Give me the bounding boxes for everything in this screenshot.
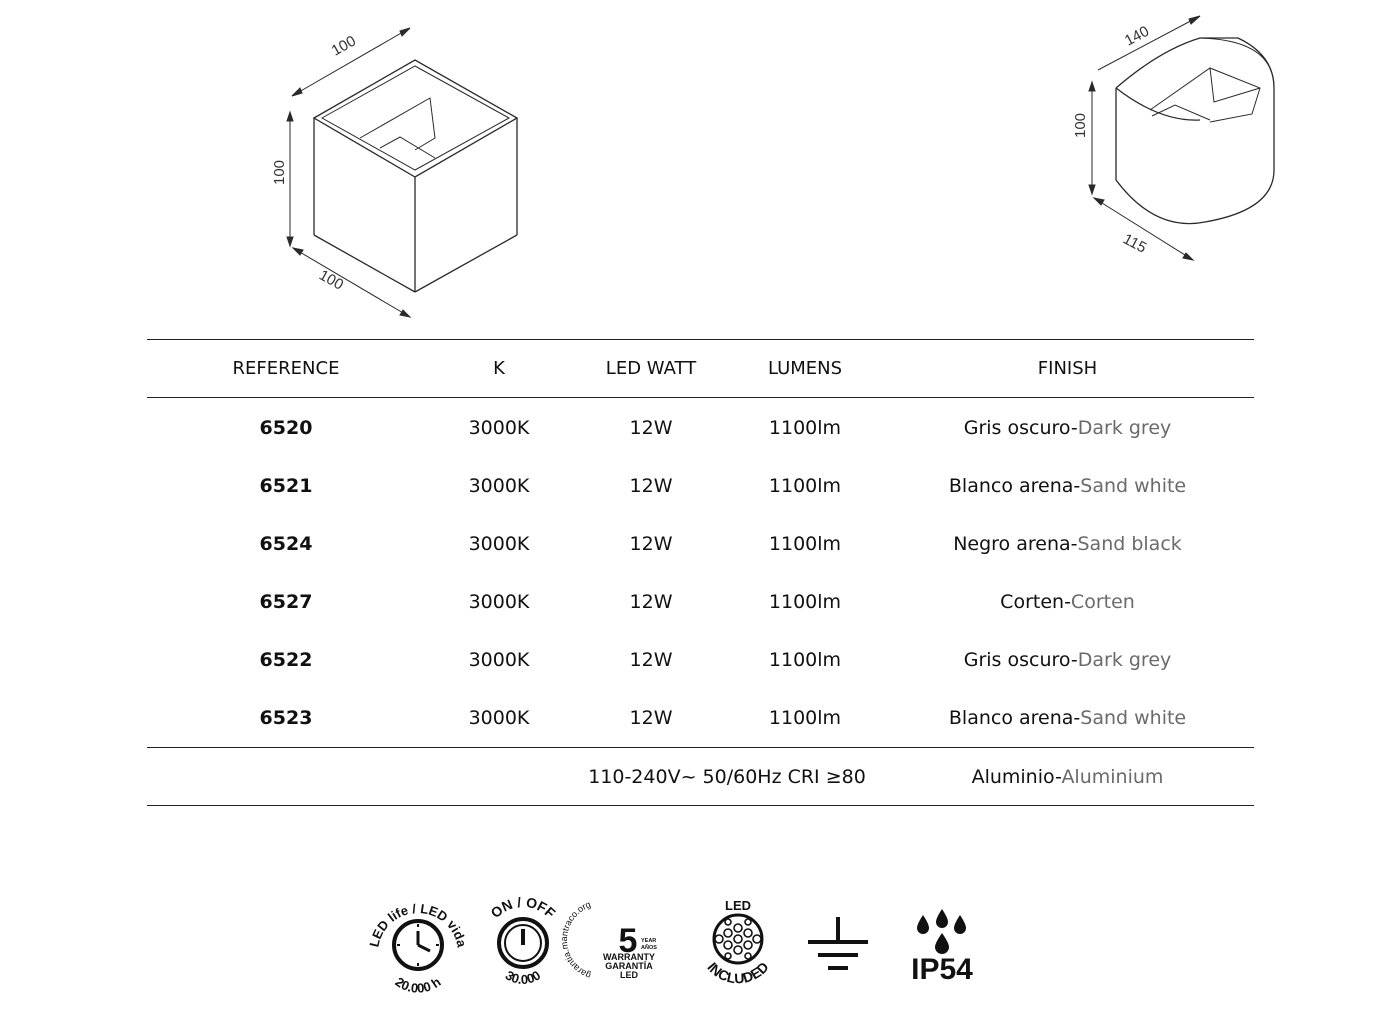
feature-icons <box>0 895 1386 995</box>
ip-rating: IP54 <box>911 953 973 986</box>
row-lumens: 1100lm <box>768 475 842 497</box>
cube-width-label: 100 <box>328 32 359 60</box>
table-row <box>147 689 1254 748</box>
finish-es: Negro arena <box>953 533 1071 555</box>
header-reference: REFERENCE <box>232 358 340 379</box>
cube-depth-label: 100 <box>316 266 347 294</box>
row-k: 3000K <box>468 417 530 439</box>
round-width-label: 140 <box>1121 22 1152 50</box>
row-watt: 12W <box>629 707 673 729</box>
row-watt: 12W <box>629 475 673 497</box>
finish-es: Gris oscuro <box>963 649 1071 671</box>
table-row <box>147 398 1254 458</box>
material-en: Aluminium <box>1061 765 1164 788</box>
row-finish: Blanco arena-Sand white <box>948 707 1187 729</box>
warranty-year-small: YEAR <box>641 938 657 944</box>
table-row <box>147 457 1254 515</box>
row-finish: Gris oscuro-Dark grey <box>963 649 1172 671</box>
warranty-years: 5 <box>618 922 638 960</box>
header-k: K <box>493 358 505 379</box>
row-k: 3000K <box>468 649 530 671</box>
table-row <box>147 573 1254 631</box>
warranty-site: garantia.mantraco.org <box>558 899 593 981</box>
cube-lamp-drawing <box>260 20 540 325</box>
row-lumens: 1100lm <box>768 417 842 439</box>
row-finish: Negro arena-Sand black <box>953 533 1182 555</box>
row-lumens: 1100lm <box>768 591 842 613</box>
row-reference: 6527 <box>259 591 313 613</box>
table-row <box>147 515 1254 573</box>
row-watt: 12W <box>629 533 673 555</box>
warranty-line1: WARRANTY <box>603 952 655 962</box>
cube-height-label: 100 <box>271 159 288 185</box>
finish-en: Corten <box>1070 591 1135 613</box>
row-reference: 6524 <box>259 533 313 555</box>
row-watt: 12W <box>629 591 673 613</box>
led-life-arc-text: LED life / LED vida <box>366 900 470 949</box>
table-footer-row <box>147 748 1254 806</box>
row-lumens: 1100lm <box>768 707 842 729</box>
warranty-line2: GARANTÍA <box>605 961 653 971</box>
finish-en: Sand white <box>1080 475 1187 497</box>
row-reference: 6522 <box>259 649 313 671</box>
row-finish: Corten-Corten <box>1000 591 1135 613</box>
led-included-top: LED <box>725 898 751 913</box>
row-k: 3000K <box>468 533 530 555</box>
header-led-watt: LED WATT <box>605 358 697 379</box>
row-watt: 12W <box>629 417 673 439</box>
ip54-icon <box>911 909 973 986</box>
row-reference: 6523 <box>259 707 313 729</box>
finish-es: Corten <box>1000 591 1065 613</box>
row-reference: 6520 <box>259 417 313 439</box>
svg-text:garantia.mantraco.org <box>559 899 592 981</box>
material: Aluminio-Aluminium <box>971 765 1164 788</box>
table-row <box>147 631 1254 689</box>
finish-en: Dark grey <box>1077 649 1172 671</box>
header-lumens: LUMENS <box>767 358 843 379</box>
led-life-icon <box>366 901 469 995</box>
led-included-bottom: INCLUDED <box>704 958 772 987</box>
header-finish: FINISH <box>1037 358 1098 379</box>
row-finish: Blanco arena-Sand white <box>948 475 1187 497</box>
warranty-anos-small: AÑOS <box>641 945 657 951</box>
finish-es: Blanco arena <box>948 475 1074 497</box>
row-k: 3000K <box>468 707 530 729</box>
finish-es: Gris oscuro <box>963 417 1071 439</box>
finish-es: Blanco arena <box>948 707 1074 729</box>
round-lamp-drawing <box>1060 10 1290 270</box>
electrical-spec: 110-240V~ 50/60Hz CRI ≥80 <box>588 765 866 788</box>
row-reference: 6521 <box>259 475 313 497</box>
on-off-arc-text: ON / OFF <box>487 895 559 922</box>
on-off-cycles: 30.000 <box>502 967 544 988</box>
spec-table <box>147 339 1254 806</box>
material-es: Aluminio <box>971 765 1055 788</box>
svg-text:30.000 <box>503 967 543 987</box>
finish-en: Sand white <box>1080 707 1187 729</box>
warranty-icon <box>559 899 657 981</box>
row-watt: 12W <box>629 649 673 671</box>
row-finish: Gris oscuro-Dark grey <box>963 417 1172 439</box>
power-icon <box>488 895 560 987</box>
row-lumens: 1100lm <box>768 649 842 671</box>
finish-en: Sand black <box>1077 533 1182 555</box>
ground-icon <box>808 917 868 968</box>
finish-en: Dark grey <box>1077 417 1172 439</box>
led-included-icon <box>704 898 771 986</box>
row-k: 3000K <box>468 591 530 613</box>
row-lumens: 1100lm <box>768 533 842 555</box>
round-height-label: 100 <box>1072 112 1089 138</box>
row-k: 3000K <box>468 475 530 497</box>
warranty-line3: LED <box>620 970 638 980</box>
round-depth-label: 115 <box>1120 230 1150 257</box>
led-life-hours: 20.000 h <box>392 974 444 995</box>
svg-text:20.000 h <box>393 974 444 995</box>
table-header-row <box>147 340 1254 398</box>
